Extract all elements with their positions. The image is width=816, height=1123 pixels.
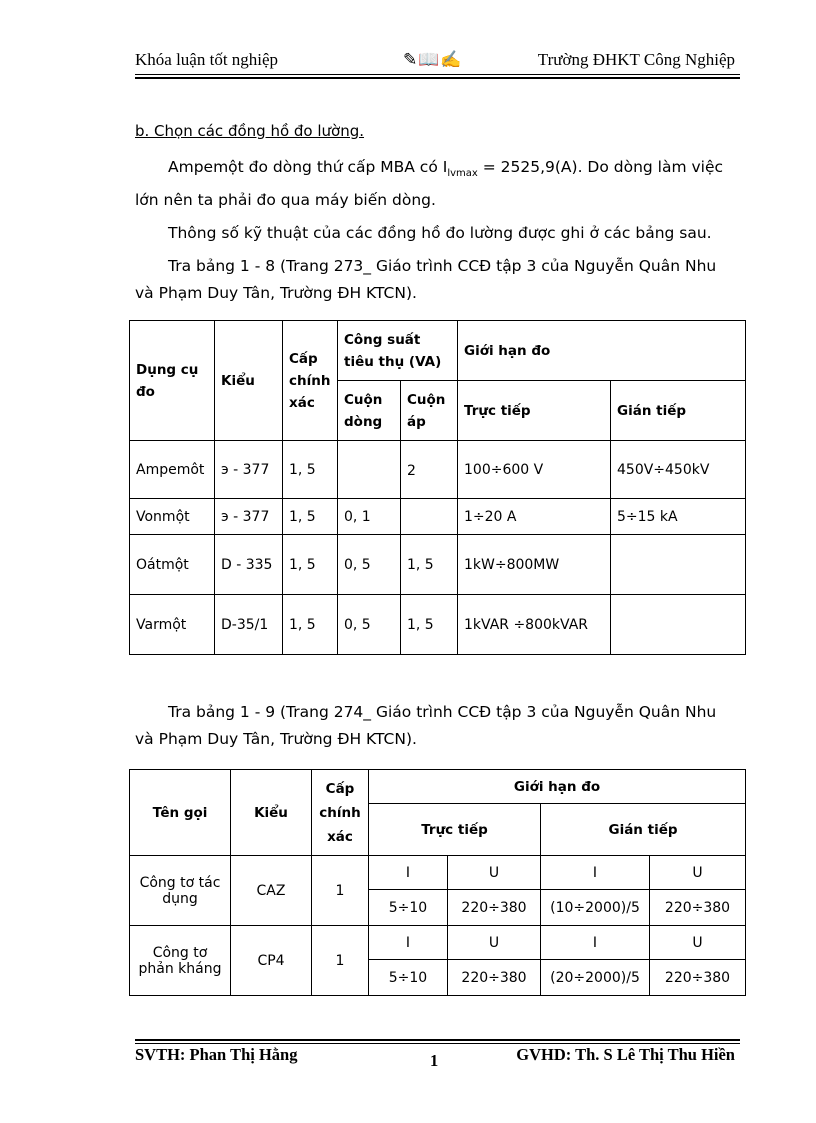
th-direct: Trực tiếp (369, 804, 541, 856)
cell: э - 377 (215, 441, 283, 499)
table-row (130, 535, 746, 595)
th-class: Cấp chính xác (283, 321, 338, 441)
cell: Oátmột (130, 535, 215, 595)
cell: 1, 5 (401, 535, 458, 595)
meter-table (129, 320, 746, 655)
cell: Công tơ phản kháng (130, 926, 231, 996)
cell: 1, 5 (283, 535, 338, 595)
cell: 1kW÷800MW (458, 535, 611, 595)
cell (338, 441, 401, 499)
cell: Varmột (130, 595, 215, 655)
cell: U (448, 926, 541, 960)
cell: 1÷20 A (458, 499, 611, 535)
th-indirect: Gián tiếp (611, 381, 746, 441)
cell: Vonmột (130, 499, 215, 535)
th-class: Cấp chính xác (312, 770, 369, 856)
cell: 220÷380 (448, 890, 541, 926)
th-power: Công suất tiêu thụ (VA) (338, 321, 458, 381)
table-row (130, 441, 746, 499)
cell: 5÷10 (369, 960, 448, 996)
cell: U (650, 856, 746, 890)
cell (611, 535, 746, 595)
footer-rule (135, 1043, 740, 1044)
page-footer (135, 1045, 735, 1071)
header-rule-thick (135, 77, 740, 79)
cell: Ampemôt (130, 441, 215, 499)
th-coil-u: Cuộn áp (401, 381, 458, 441)
cell: 0, 5 (338, 535, 401, 595)
paragraph-ref1: Tra bảng 1 - 8 (Trang 273_ Giáo trình CCĐ tập 3 của Nguyễn Quân Nhu và Phạm Duy Tân, Trường ĐH KTCN). (135, 257, 717, 303)
cell: 100÷600 V (458, 441, 611, 499)
th-limit: Giới hạn đo (369, 770, 746, 804)
cell: I (541, 856, 650, 890)
cell: 1, 5 (283, 499, 338, 535)
cell: I (541, 926, 650, 960)
cell: 0, 1 (338, 499, 401, 535)
th-direct: Trực tiếp (458, 381, 611, 441)
paragraph-ref2: Tra bảng 1 - 9 (Trang 274_ Giáo trình CCĐ tập 3 của Nguyễn Quân Nhu và Phạm Duy Tân, Trường ĐH KTCN). (135, 703, 717, 748)
footer-student: SVTH: Phan Thị Hằng (135, 1045, 298, 1064)
th-device: Dụng cụ đo (130, 321, 215, 441)
paragraph-ammeter (135, 154, 725, 214)
cell: Công tơ tác dụng (130, 856, 231, 926)
cell: U (448, 856, 541, 890)
header-left: Khóa luận tốt nghiệp (135, 50, 279, 69)
cell: D - 335 (215, 535, 283, 595)
cell: D-35/1 (215, 595, 283, 655)
cell: 220÷380 (448, 960, 541, 996)
para1-sub: lvmax (447, 168, 478, 180)
cell: 1, 5 (401, 595, 458, 655)
th-coil-i: Cuộn dòng (338, 381, 401, 441)
body-section-2 (135, 699, 725, 753)
cell: I (369, 926, 448, 960)
th-limit: Giới hạn đo (458, 321, 746, 381)
cell: U (650, 926, 746, 960)
cell: 0, 5 (338, 595, 401, 655)
cell: 5÷10 (369, 890, 448, 926)
cell: I (369, 856, 448, 890)
cell: 5÷15 kA (611, 499, 746, 535)
para1-a: Ampemột đo dòng thứ cấp MBA có I (168, 158, 448, 176)
cell: 1 (312, 926, 369, 996)
cell: 2 (401, 441, 458, 499)
header-right: Trường ĐHKT Công Nghiệp (537, 50, 735, 69)
cell: CAZ (231, 856, 312, 926)
cell: 1kVAR ÷800kVAR (458, 595, 611, 655)
th-type: Kiểu (231, 770, 312, 856)
table-row (130, 856, 746, 890)
header-ornament: ✎📖✍ (403, 50, 463, 69)
cell (401, 499, 458, 535)
header-rule (135, 74, 740, 75)
section-title: b. Chọn các đồng hồ đo lường. (135, 122, 365, 140)
cell: CP4 (231, 926, 312, 996)
body-section-1 (135, 118, 725, 307)
footer-advisor: GVHD: Th. S Lê Thị Thu Hiền (516, 1045, 735, 1064)
cell: 1, 5 (283, 441, 338, 499)
table-row (130, 926, 746, 960)
cell: э - 377 (215, 499, 283, 535)
table-row (130, 499, 746, 535)
cell: (20÷2000)/5 (541, 960, 650, 996)
cell: 220÷380 (650, 960, 746, 996)
page-number: 1 (430, 1051, 439, 1070)
cell: 1 (312, 856, 369, 926)
energy-meter-table (129, 769, 746, 996)
cell (611, 595, 746, 655)
paragraph-specs: Thông số kỹ thuật của các đồng hồ đo lường được ghi ở các bảng sau. (168, 224, 712, 243)
th-name: Tên gọi (130, 770, 231, 856)
cell: 450V÷450kV (611, 441, 746, 499)
cell: 220÷380 (650, 890, 746, 926)
th-indirect: Gián tiếp (541, 804, 746, 856)
cell: 1, 5 (283, 595, 338, 655)
page-header (135, 48, 735, 72)
para1-b: = 2525,9(A). Do dòng làm việc lớn nên ta phải đo qua máy biến dòng. (135, 158, 724, 210)
table-row (130, 595, 746, 655)
cell: (10÷2000)/5 (541, 890, 650, 926)
footer-rule-thick (135, 1039, 740, 1041)
th-type: Kiểu (215, 321, 283, 441)
